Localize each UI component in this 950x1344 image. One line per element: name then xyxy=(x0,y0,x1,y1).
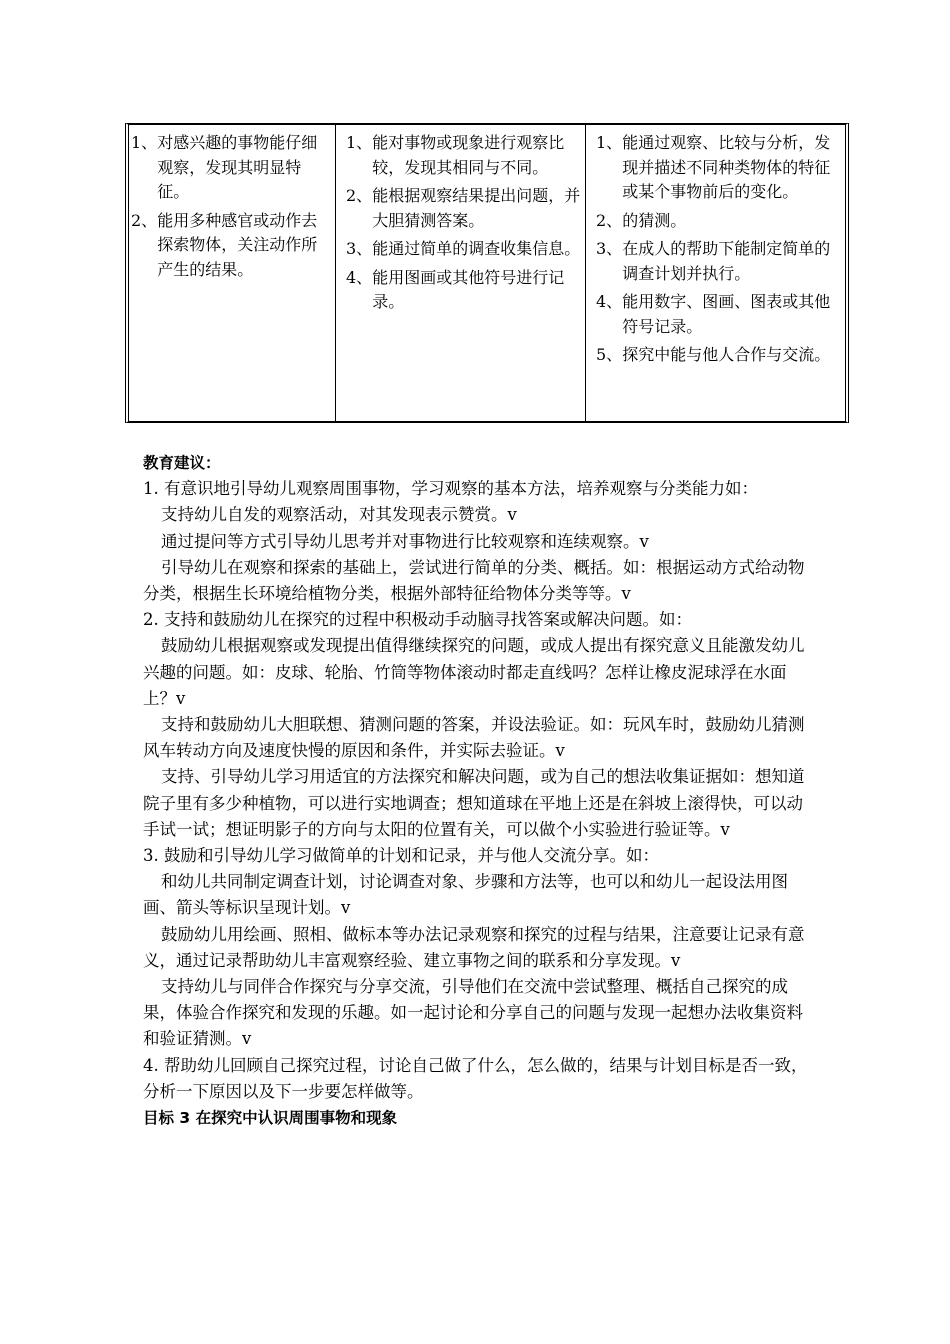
table-list-item xyxy=(346,237,581,262)
item-number: 3、 xyxy=(596,239,623,258)
table-column-1 xyxy=(129,125,336,421)
table-list-item xyxy=(596,237,843,286)
item-text: 探究中能与他人合作与交流。 xyxy=(622,345,831,364)
paragraph: 1. 有意识地引导幼儿观察周围事物，学习观察的基本方法，培养观察与分类能力如： xyxy=(143,479,758,499)
item-text: 的猜测。 xyxy=(622,210,687,230)
item-number: 4、 xyxy=(346,267,373,287)
table-list-item xyxy=(346,184,581,233)
paragraph: 通过提问等方式引导幼儿思考并对事物进行比较观察和连续观察。v xyxy=(161,531,649,551)
item-text: 能用图画或其他符号进行记录。 xyxy=(372,267,565,311)
item-number: 1、 xyxy=(596,133,623,152)
table-list-item xyxy=(346,131,581,180)
table-list-item xyxy=(596,343,843,368)
item-number: 2、 xyxy=(131,210,158,230)
item-number: 1、 xyxy=(346,133,373,152)
section-heading: 教育建议： xyxy=(143,454,221,472)
item-text: 能通过观察、比较与分析，发现并描述不同种类物体的特征或某个事物前后的变化。 xyxy=(622,133,831,201)
paragraph: 2. 支持和鼓励幼儿在探究的过程中积极动手动脑寻找答案或解决问题。如： xyxy=(143,610,692,630)
goals-table xyxy=(125,123,849,423)
education-suggestions xyxy=(143,450,813,1131)
table-list-item xyxy=(596,290,843,339)
item-number: 4、 xyxy=(596,292,623,311)
paragraph: 支持和鼓励幼儿大胆联想、猜测问题的答案，并设法验证。如：玩风车时，鼓励幼儿猜测风车转动方向及速度快慢的原因和条件，并实际去验证。v xyxy=(143,715,805,761)
table-list-item xyxy=(131,209,331,283)
item-number: 2、 xyxy=(596,210,623,230)
item-text: 能对事物或现象进行观察比较，发现其相同与不同。 xyxy=(372,133,565,177)
goal-heading: 目标 3 在探究中认识周围事物和现象 xyxy=(143,1109,398,1128)
paragraph: 4. 帮助幼儿回顾自己探究过程，讨论自己做了什么，怎么做的，结果与计划目标是否一致，分析一下原因以及下一步要怎样做等。 xyxy=(143,1055,808,1101)
table-list-item xyxy=(131,131,331,205)
table-column-3 xyxy=(586,125,845,421)
item-text: 能通过简单的调查收集信息。 xyxy=(372,239,581,258)
paragraph: 引导幼儿在观察和探索的基础上，尝试进行简单的分类、概括。如：根据运动方式给动物分类，根据生长环境给植物分类，根据外部特征给物体分类等等。v xyxy=(143,557,805,604)
item-number: 5、 xyxy=(596,345,623,364)
paragraph: 和幼儿共同制定调查计划，讨论调查对象、步骤和方法等，也可以和幼儿一起设法用图画、箭头等标识呈现计划。v xyxy=(143,872,788,918)
paragraph: 支持、引导幼儿学习用适宜的方法探究和解决问题，或为自己的想法收集证据如：想知道院子里有多少种植物，可以进行实地调查；想知道球在平地上还是在斜坡上滚得快，可以动手试一试；想证明影子的方向与太阳的位置有关，可以做个小实验进行验证等。v xyxy=(143,767,805,839)
item-text: 能用数字、图画、图表或其他符号记录。 xyxy=(622,292,831,336)
item-number: 2、 xyxy=(346,186,373,205)
table-list-item xyxy=(346,266,581,315)
table-column-2 xyxy=(336,125,586,421)
paragraph: 鼓励幼儿根据观察或发现提出值得继续探究的问题，或成人提出有探究意义且能激发幼儿兴趣的问题。如：皮球、轮胎、竹筒等物体滚动时都走直线吗？怎样让橡皮泥球浮在水面上？v xyxy=(143,636,805,708)
item-text: 能根据观察结果提出问题，并大胆猜测答案。 xyxy=(372,186,581,230)
paragraph: 鼓励幼儿用绘画、照相、做标本等办法记录观察和探究的过程与结果，注意要让记录有意义，通过记录帮助幼儿丰富观察经验、建立事物之间的联系和分享发现。v xyxy=(143,924,805,970)
paragraph: 3. 鼓励和引导幼儿学习做简单的计划和记录，并与他人交流分享。如： xyxy=(143,846,659,866)
item-number: 3、 xyxy=(346,239,373,258)
item-text: 对感兴趣的事物能仔细观察，发现其明显特征。 xyxy=(157,133,318,201)
item-text: 能用多种感官或动作去探索物体，关注动作所产生的结果。 xyxy=(157,210,318,279)
paragraph: 支持幼儿自发的观察活动，对其发现表示赞赏。v xyxy=(161,505,517,525)
table-list-item xyxy=(596,209,843,234)
item-text: 在成人的帮助下能制定简单的调查计划并执行。 xyxy=(622,239,831,283)
item-number: 1、 xyxy=(131,133,158,152)
paragraph-list xyxy=(143,476,813,1105)
table-list-item xyxy=(596,131,843,205)
paragraph: 支持幼儿与同伴合作探究与分享交流，引导他们在交流中尝试整理、概括自己探究的成果，体验合作探究和发现的乐趣。如一起讨论和分享自己的问题与发现一起想办法收集资料和验证猜测。v xyxy=(143,977,803,1049)
